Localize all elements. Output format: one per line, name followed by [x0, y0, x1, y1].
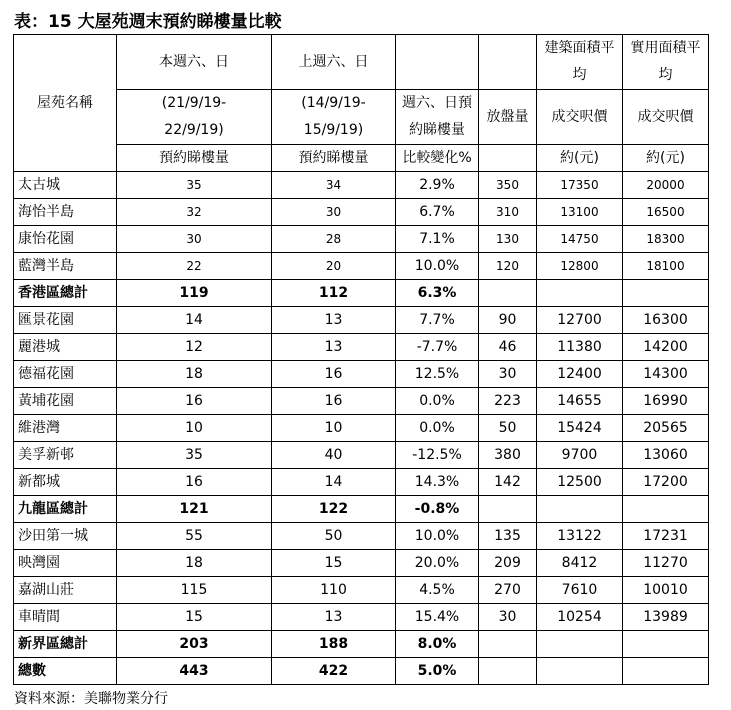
listings-cell: 270 — [479, 577, 537, 604]
listings-cell — [479, 496, 537, 523]
gross-price-cell: 9700 — [537, 442, 623, 469]
total-row — [14, 631, 709, 658]
change-cell: -12.5% — [396, 442, 479, 469]
gross-price-cell: 8412 — [537, 550, 623, 577]
change-cell: 7.1% — [396, 226, 479, 253]
last-week-cell: 15 — [272, 550, 396, 577]
header-listings: 放盤量 — [479, 90, 537, 145]
table-row — [14, 523, 709, 550]
header-listings-blank — [479, 35, 537, 90]
last-week-cell: 34 — [272, 172, 396, 199]
listings-cell: 350 — [479, 172, 537, 199]
header-this-week-dates — [117, 90, 272, 145]
this-week-cell: 16 — [117, 388, 272, 415]
table-row — [14, 469, 709, 496]
header-last-week-unit: 預約睇樓量 — [272, 145, 396, 172]
gross-price-cell: 14750 — [537, 226, 623, 253]
last-week-cell: 110 — [272, 577, 396, 604]
saleable-price-cell: 17200 — [623, 469, 709, 496]
last-week-cell: 188 — [272, 631, 396, 658]
this-week-cell: 35 — [117, 172, 272, 199]
table-row — [14, 415, 709, 442]
header-saleable-line3: 成交呎價 — [623, 90, 709, 145]
change-cell: 0.0% — [396, 415, 479, 442]
change-cell: -0.8% — [396, 496, 479, 523]
last-week-cell: 13 — [272, 307, 396, 334]
listings-cell: 30 — [479, 361, 537, 388]
last-week-cell: 40 — [272, 442, 396, 469]
header-gross-line3: 成交呎價 — [537, 90, 623, 145]
this-week-cell: 32 — [117, 199, 272, 226]
total-row — [14, 280, 709, 307]
this-week-cell: 12 — [117, 334, 272, 361]
estate-name-cell: 嘉湖山莊 — [14, 577, 117, 604]
total-row — [14, 496, 709, 523]
change-cell: 6.7% — [396, 199, 479, 226]
change-cell: -7.7% — [396, 334, 479, 361]
header-change-unit: 比較變化% — [396, 145, 479, 172]
last-week-cell: 16 — [272, 388, 396, 415]
change-cell: 10.0% — [396, 253, 479, 280]
listings-cell: 142 — [479, 469, 537, 496]
saleable-price-cell: 18100 — [623, 253, 709, 280]
table-row — [14, 442, 709, 469]
listings-cell: 120 — [479, 253, 537, 280]
estate-name-cell: 香港區總計 — [14, 280, 117, 307]
this-week-cell: 16 — [117, 469, 272, 496]
estate-comparison-table — [13, 34, 709, 685]
gross-price-cell: 17350 — [537, 172, 623, 199]
total-row — [14, 658, 709, 685]
estate-name-cell: 車晴間 — [14, 604, 117, 631]
this-week-cell: 121 — [117, 496, 272, 523]
header-this-week-unit: 預約睇樓量 — [117, 145, 272, 172]
saleable-price-cell: 14300 — [623, 361, 709, 388]
header-last-week-title: 上週六、日 — [272, 35, 396, 90]
listings-cell: 380 — [479, 442, 537, 469]
listings-cell: 30 — [479, 604, 537, 631]
header-change-line1: 週六、日預 — [402, 95, 472, 111]
this-week-cell: 22 — [117, 253, 272, 280]
table-row — [14, 199, 709, 226]
estate-name-cell: 藍灣半島 — [14, 253, 117, 280]
gross-price-cell: 10254 — [537, 604, 623, 631]
listings-cell — [479, 631, 537, 658]
table-row — [14, 388, 709, 415]
header-last-week-line3: 15/9/19) — [303, 122, 364, 138]
estate-name-cell: 總數 — [14, 658, 117, 685]
listings-cell: 46 — [479, 334, 537, 361]
header-row — [14, 145, 709, 172]
estate-name-cell: 新界區總計 — [14, 631, 117, 658]
header-row — [14, 90, 709, 145]
saleable-price-cell: 20000 — [623, 172, 709, 199]
listings-cell: 310 — [479, 199, 537, 226]
gross-price-cell: 12400 — [537, 361, 623, 388]
this-week-cell: 443 — [117, 658, 272, 685]
gross-price-cell: 11380 — [537, 334, 623, 361]
saleable-price-cell: 11270 — [623, 550, 709, 577]
this-week-cell: 15 — [117, 604, 272, 631]
saleable-price-cell: 16990 — [623, 388, 709, 415]
header-change-line2: 約睇樓量 — [409, 122, 465, 138]
this-week-cell: 30 — [117, 226, 272, 253]
this-week-cell: 203 — [117, 631, 272, 658]
header-estate-name: 屋苑名稱 — [14, 35, 117, 172]
header-saleable-line2: 均 — [658, 67, 673, 83]
table-row — [14, 361, 709, 388]
this-week-cell: 35 — [117, 442, 272, 469]
gross-price-cell — [537, 631, 623, 658]
estate-name-cell: 麗港城 — [14, 334, 117, 361]
change-cell: 8.0% — [396, 631, 479, 658]
change-cell: 14.3% — [396, 469, 479, 496]
listings-cell: 90 — [479, 307, 537, 334]
source-note: 資料來源：美聯物業分行 — [14, 691, 168, 707]
saleable-price-cell: 17231 — [623, 523, 709, 550]
estate-name-cell: 太古城 — [14, 172, 117, 199]
listings-cell: 223 — [479, 388, 537, 415]
saleable-price-cell — [623, 658, 709, 685]
table-row — [14, 604, 709, 631]
estate-name-cell: 黃埔花園 — [14, 388, 117, 415]
estate-name-cell: 匯景花園 — [14, 307, 117, 334]
header-this-week-line2: (21/9/19- — [161, 95, 227, 111]
header-gross-line1: 建築面積平 — [544, 40, 615, 56]
table-row — [14, 226, 709, 253]
listings-cell — [479, 658, 537, 685]
saleable-price-cell: 18300 — [623, 226, 709, 253]
change-cell: 20.0% — [396, 550, 479, 577]
this-week-cell: 115 — [117, 577, 272, 604]
saleable-price-cell: 16500 — [623, 199, 709, 226]
change-cell: 15.4% — [396, 604, 479, 631]
table-row — [14, 577, 709, 604]
header-gross-line2: 均 — [572, 67, 587, 83]
last-week-cell: 13 — [272, 334, 396, 361]
last-week-cell: 14 — [272, 469, 396, 496]
estate-name-cell: 新都城 — [14, 469, 117, 496]
saleable-price-cell: 13060 — [623, 442, 709, 469]
listings-cell: 50 — [479, 415, 537, 442]
saleable-price-cell: 20565 — [623, 415, 709, 442]
estate-name-cell: 海怡半島 — [14, 199, 117, 226]
change-cell: 4.5% — [396, 577, 479, 604]
gross-price-cell: 12700 — [537, 307, 623, 334]
this-week-cell: 55 — [117, 523, 272, 550]
header-saleable-unit: 約(元) — [623, 145, 709, 172]
last-week-cell: 122 — [272, 496, 396, 523]
last-week-cell: 13 — [272, 604, 396, 631]
this-week-cell: 10 — [117, 415, 272, 442]
table-row — [14, 172, 709, 199]
header-last-week-line2: (14/9/19- — [301, 95, 366, 111]
header-change-blank — [396, 35, 479, 90]
table-row — [14, 253, 709, 280]
table-row — [14, 550, 709, 577]
change-cell: 0.0% — [396, 388, 479, 415]
gross-price-cell: 13122 — [537, 523, 623, 550]
listings-cell — [479, 280, 537, 307]
saleable-price-cell — [623, 496, 709, 523]
gross-price-cell: 14655 — [537, 388, 623, 415]
gross-price-cell: 12800 — [537, 253, 623, 280]
saleable-price-cell: 14200 — [623, 334, 709, 361]
this-week-cell: 18 — [117, 361, 272, 388]
header-gross-title — [537, 35, 623, 90]
this-week-cell: 14 — [117, 307, 272, 334]
listings-cell: 135 — [479, 523, 537, 550]
saleable-price-cell: 10010 — [623, 577, 709, 604]
header-saleable-title — [623, 35, 709, 90]
gross-price-cell: 13100 — [537, 199, 623, 226]
header-gross-unit: 約(元) — [537, 145, 623, 172]
last-week-cell: 20 — [272, 253, 396, 280]
header-saleable-line1: 實用面積平 — [630, 40, 701, 56]
last-week-cell: 422 — [272, 658, 396, 685]
change-cell: 12.5% — [396, 361, 479, 388]
saleable-price-cell — [623, 631, 709, 658]
estate-name-cell: 康怡花園 — [14, 226, 117, 253]
gross-price-cell — [537, 496, 623, 523]
header-row — [14, 35, 709, 90]
this-week-cell: 18 — [117, 550, 272, 577]
estate-name-cell: 九龍區總計 — [14, 496, 117, 523]
header-this-week-title: 本週六、日 — [117, 35, 272, 90]
table-row — [14, 334, 709, 361]
saleable-price-cell: 13989 — [623, 604, 709, 631]
estate-name-cell: 德福花園 — [14, 361, 117, 388]
last-week-cell: 16 — [272, 361, 396, 388]
gross-price-cell — [537, 280, 623, 307]
change-cell: 10.0% — [396, 523, 479, 550]
saleable-price-cell: 16300 — [623, 307, 709, 334]
last-week-cell: 30 — [272, 199, 396, 226]
change-cell: 6.3% — [396, 280, 479, 307]
header-this-week-line3: 22/9/19) — [164, 122, 224, 138]
header-listings-unit-blank — [479, 145, 537, 172]
header-last-week-dates — [272, 90, 396, 145]
saleable-price-cell — [623, 280, 709, 307]
this-week-cell: 119 — [117, 280, 272, 307]
estate-name-cell: 維港灣 — [14, 415, 117, 442]
listings-cell: 130 — [479, 226, 537, 253]
change-cell: 7.7% — [396, 307, 479, 334]
estate-name-cell: 沙田第一城 — [14, 523, 117, 550]
listings-cell: 209 — [479, 550, 537, 577]
last-week-cell: 112 — [272, 280, 396, 307]
table-row — [14, 307, 709, 334]
gross-price-cell: 12500 — [537, 469, 623, 496]
header-change-title — [396, 90, 479, 145]
last-week-cell: 50 — [272, 523, 396, 550]
gross-price-cell: 7610 — [537, 577, 623, 604]
last-week-cell: 10 — [272, 415, 396, 442]
change-cell: 2.9% — [396, 172, 479, 199]
last-week-cell: 28 — [272, 226, 396, 253]
table-title: 表：15 大屋苑週末預約睇樓量比較 — [14, 12, 282, 32]
change-cell: 5.0% — [396, 658, 479, 685]
estate-name-cell: 映灣園 — [14, 550, 117, 577]
gross-price-cell: 15424 — [537, 415, 623, 442]
estate-name-cell: 美孚新邨 — [14, 442, 117, 469]
gross-price-cell — [537, 658, 623, 685]
